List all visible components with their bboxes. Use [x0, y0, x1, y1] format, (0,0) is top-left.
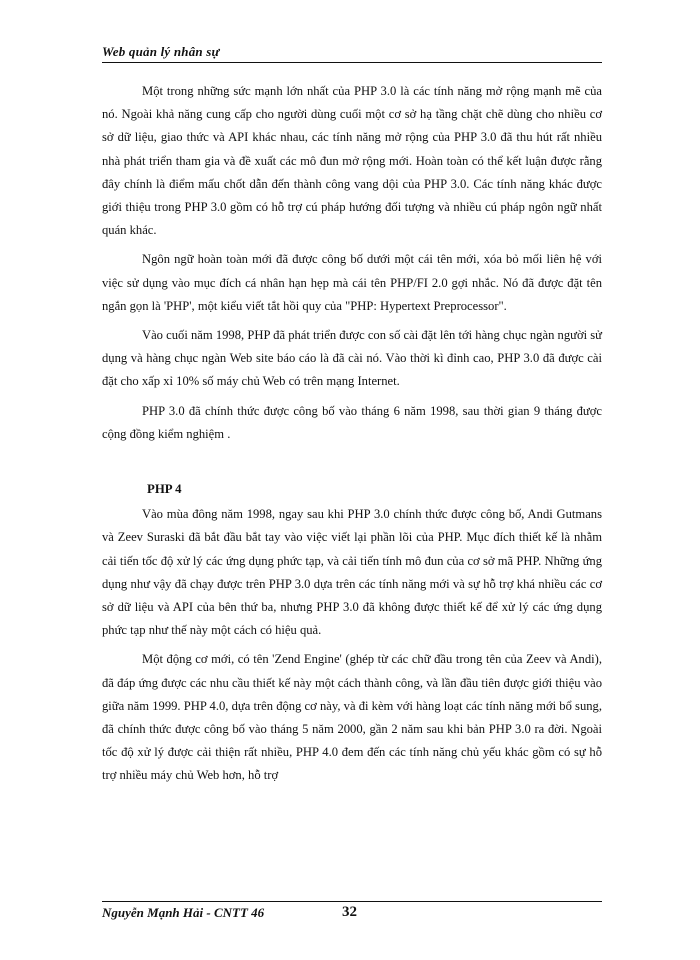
footer-author: Nguyễn Mạnh Hải - CNTT 46 — [102, 905, 265, 920]
footer-divider — [102, 901, 602, 902]
body-paragraph: PHP 3.0 đã chính thức được công bố vào tháng 6 năm 1998, sau thời gian 9 tháng được cộng đồng kiểm nghiệm . — [102, 403, 602, 441]
header-divider — [102, 62, 602, 63]
body-paragraph: Một trong những sức mạnh lớn nhất của PHP 3.0 là các tính năng mở rộng mạnh mẽ của nó. Ngoài khả năng cung cấp cho người dùng cuối một cơ sở hạ tầng chặt chẽ dùng cho nhiều cơ sở dữ liệu, giao thức và API khác nhau, các tính năng mở rộng của PHP 3.0 đã thu hút rất nhiều nhà phát triển tham gia và đề xuất các mô đun mở rộng mới. Hoàn toàn có thể kết luận được rằng đây chính là điểm mấu chốt dẫn đến thành công vang dội của PHP 3.0. Các tính năng khác được giới thiệu trong PHP 3.0 gồm có hỗ trợ cú pháp hướng đối tượng và nhiều cú pháp ngôn ngữ nhất quán khác. — [102, 84, 602, 238]
body-paragraph: Một động cơ mới, có tên 'Zend Engine' (ghép từ các chữ đầu trong tên của Zeev và Andi), đã đáp ứng được các nhu cầu thiết kế này một cách thành công, và lần đầu tiên được giới thiệu vào giữa năm 1999. PHP 4.0, dựa trên động cơ này, và đi kèm với hàng loạt các tính năng mới bổ sung, đã chính thức được công bố vào tháng 5 năm 2000, gần 2 năm sau khi bản PHP 3.0 ra đời. Ngoài tốc độ xử lý được cải thiện rất nhiều, PHP 4.0 đem đến các tính năng chủ yếu khác gồm có sự hỗ trợ nhiều máy chủ Web hơn, hỗ trợ — [102, 652, 602, 783]
body-paragraph: Vào cuối năm 1998, PHP đã phát triển được con số cài đặt lên tới hàng chục ngàn người sử dụng và hàng chục ngàn Web site báo cáo là đã cài nó. Vào thời kì đỉnh cao, PHP 3.0 đã được cài đặt cho xấp xỉ 10% số máy chủ Web có trên mạng Internet. — [102, 328, 602, 389]
page-footer — [102, 905, 602, 925]
document-body — [102, 80, 602, 794]
section-heading: PHP 4 — [147, 482, 182, 497]
page-number: 32 — [342, 904, 357, 920]
body-paragraph: Vào mùa đông năm 1998, ngay sau khi PHP 3.0 chính thức được công bố, Andi Gutmans và Zeev Suraski đã bắt đầu bắt tay vào việc viết lại phần lõi của PHP. Mục đích thiết kế là nhằm cải tiến tốc độ xử lý các ứng dụng phức tạp, và cải tiến tính mô đun của cơ sở mã PHP. Những ứng dụng như vậy đã chạy được trên PHP 3.0 dựa trên các tính năng mới và sự hỗ trợ khá nhiều các cơ sở dữ liệu và API của bên thứ ba, nhưng PHP 3.0 đã không được thiết kế để xử lý các ứng dụng phức tạp như thế này một cách có hiệu quả. — [102, 507, 602, 638]
body-paragraph: Ngôn ngữ hoàn toàn mới đã được công bố dưới một cái tên mới, xóa bỏ mối liên hệ với việc sử dụng vào mục đích cá nhân hạn hẹp mà cái tên PHP/FI 2.0 gợi nhắc. Nó đã được đặt tên ngắn gọn là 'PHP', một kiểu viết tắt hồi quy của "PHP: Hypertext Preprocessor". — [102, 252, 602, 313]
page-header-title: Web quản lý nhân sự — [102, 44, 220, 59]
